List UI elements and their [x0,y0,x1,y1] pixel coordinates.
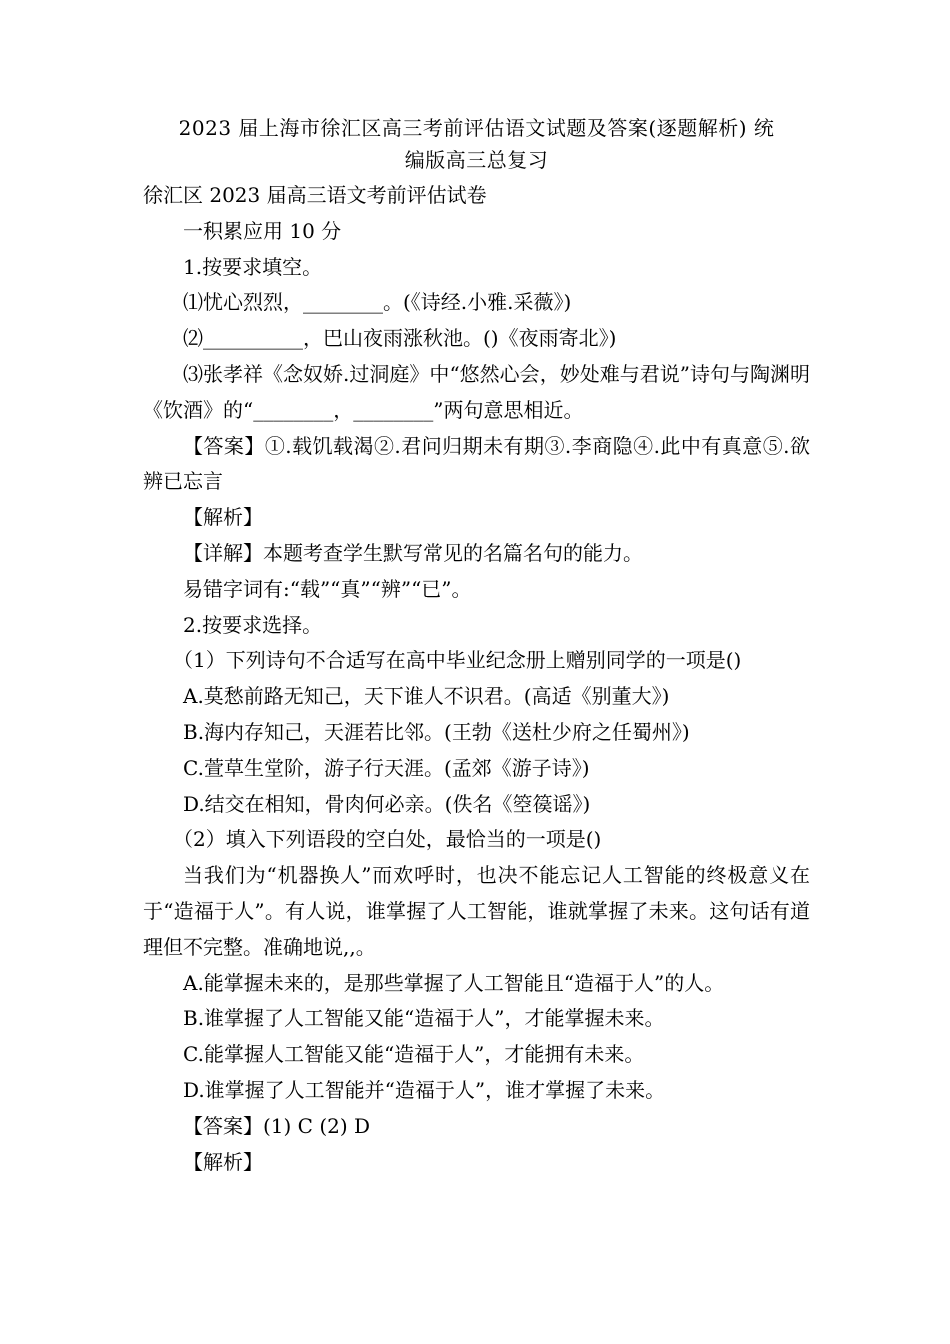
document-title-line2: 编版高三总复习 [404,148,549,172]
question-2: 2.按要求选择。 [183,612,323,637]
document-page [143,112,810,1180]
question-1-part-1: ⑴忧心烈烈，________。(《诗经.小雅.采薇》) [183,290,572,315]
question-2-part-1: （1）下列诗句不合适写在高中毕业纪念册上赠别同学的一项是() [173,648,742,673]
question-1-answer: 【答案】①.载饥载渴②.君问归期未有期③.李商隐④.此中有真意⑤.欲辨已忘言 [143,433,810,494]
question-2-2-option-c: C.能掌握人工智能又能“造福于人”，才能拥有未来。 [183,1042,645,1067]
section-heading: 一积累应用 10 分 [183,218,342,243]
document-title-line1: 2023 届上海市徐汇区高三考前评估语文试题及答案(逐题解析) 统 [178,116,775,140]
question-1-part-3: ⑶张孝祥《念奴娇.过洞庭》中“悠然心会，妙处难与君说”诗句与陶渊明《饮酒》的“________，________”两句意思相近。 [143,361,810,422]
question-2-1-option-b: B.海内存知己，天涯若比邻。(王勃《送杜少府之任蜀州》) [183,719,690,744]
question-2-analysis-label: 【解析】 [183,1149,263,1174]
question-2-answer: 【答案】(1) C (2) D [183,1113,371,1138]
question-1-part-2: ⑵__________，巴山夜雨涨秋池。()《夜雨寄北》) [183,326,617,351]
question-2-1-option-a: A.莫愁前路无知己，天下谁人不识君。(高适《别董大》) [183,684,670,709]
question-1-errors: 易错字词有:“载”“真”“辨”“已”。 [183,576,472,601]
question-1: 1.按要求填空。 [183,254,323,279]
question-2-2-passage: 当我们为“机器换人”而欢呼时，也决不能忘记人工智能的终极意义在于“造福于人”。有人说，谁掌握了人工智能，谁就掌握了未来。这句话有道理但不完整。准确地说,,。 [143,863,810,959]
question-1-analysis-label: 【解析】 [183,505,263,530]
question-2-2-option-b: B.谁掌握了人工智能又能“造福于人”，才能掌握未来。 [183,1006,665,1031]
question-2-1-option-c: C.萱草生堂阶，游子行天涯。(孟郊《游子诗》) [183,755,590,780]
exam-name: 徐汇区 2023 届高三语文考前评估试卷 [143,183,487,207]
question-2-2-option-d: D.谁掌握了人工智能并“造福于人”，谁才掌握了未来。 [183,1077,666,1102]
question-2-1-option-d: D.结交在相知，骨肉何必亲。(佚名《箜篌谣》) [183,791,591,816]
question-1-detail: 【详解】本题考查学生默写常见的名篇名句的能力。 [183,540,643,565]
question-2-part-2: （2）填入下列语段的空白处，最恰当的一项是() [173,827,602,852]
question-2-2-option-a: A.能掌握未来的，是那些掌握了人工智能且“造福于人”的人。 [183,970,725,995]
